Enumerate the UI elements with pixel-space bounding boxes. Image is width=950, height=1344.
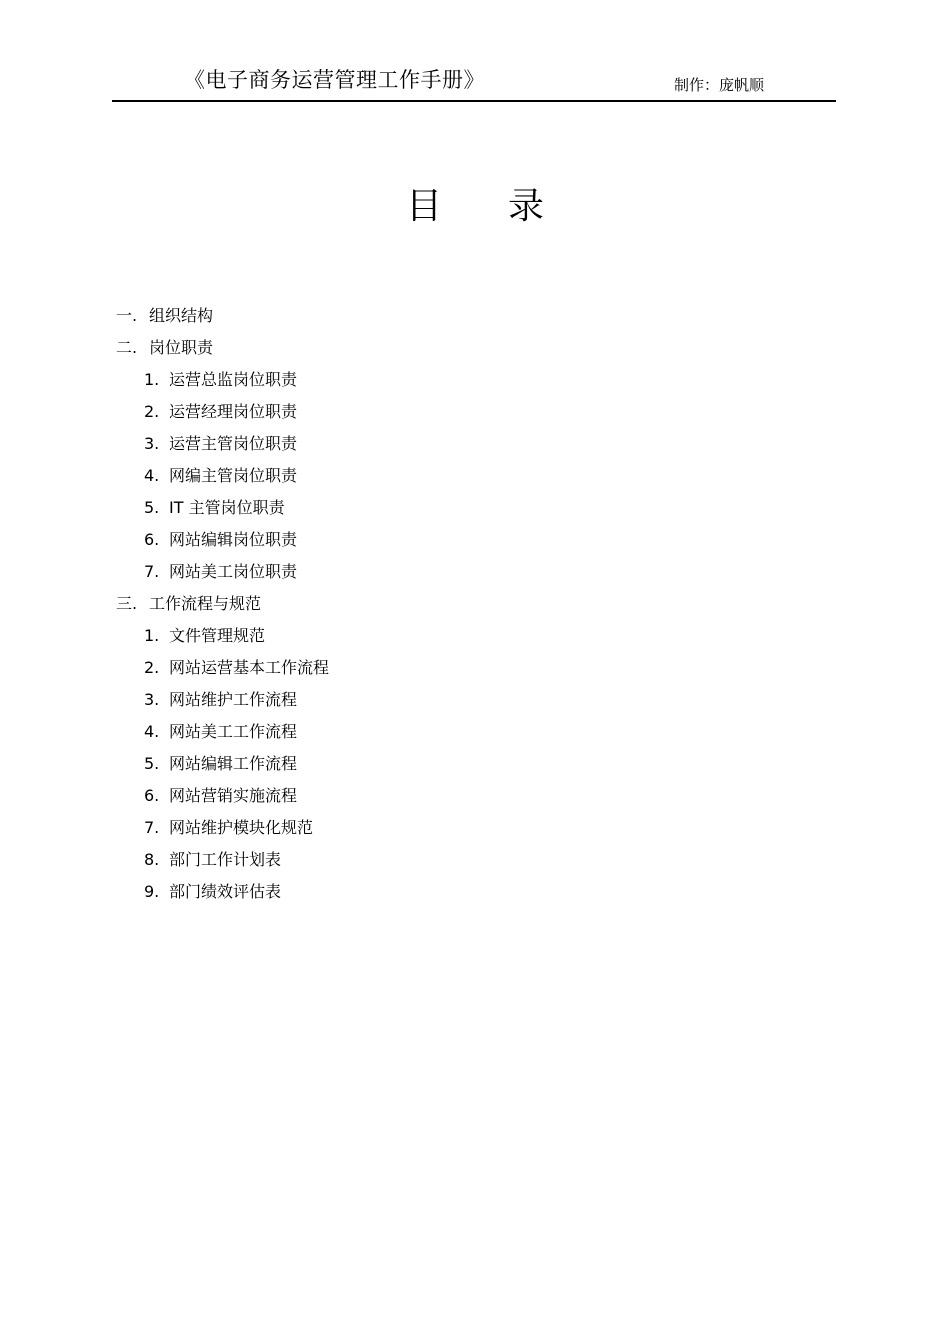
toc-item-label: 网编主管岗位职责 (169, 466, 298, 485)
toc-item-number: 三. (116, 594, 138, 613)
toc-item-number: 3. (144, 434, 160, 453)
toc-subitem[interactable] (112, 880, 329, 912)
document-title: 《电子商务运营管理工作手册》 (184, 68, 485, 92)
toc-item-number: 3. (144, 690, 160, 709)
toc-item-number: 6. (144, 530, 160, 549)
toc-item-label: 工作流程与规范 (149, 594, 262, 613)
toc-subitem[interactable] (112, 528, 329, 560)
toc-subitem[interactable] (112, 656, 329, 688)
toc-item-label: 网站美工工作流程 (169, 722, 298, 741)
toc-item[interactable] (112, 592, 329, 624)
toc-item-label: 运营总监岗位职责 (169, 370, 298, 389)
toc-subitem[interactable] (112, 560, 329, 592)
toc-item-number: 2. (144, 658, 160, 677)
toc-subitem[interactable] (112, 464, 329, 496)
toc-item-label: 网站维护模块化规范 (169, 818, 314, 837)
toc-item-number: 5. (144, 498, 160, 517)
toc-subitem[interactable] (112, 688, 329, 720)
toc-item-label: 网站运营基本工作流程 (169, 658, 330, 677)
toc-subitem[interactable] (112, 400, 329, 432)
toc-item-number: 二. (116, 338, 138, 357)
toc-item-label: 部门工作计划表 (169, 850, 282, 869)
toc-item-number: 7. (144, 562, 160, 581)
toc-subitem[interactable] (112, 848, 329, 880)
page-header (112, 60, 836, 102)
toc-item-label: 网站编辑岗位职责 (169, 530, 298, 549)
document-author: 制作：庞帆顺 (673, 76, 764, 94)
toc-item[interactable] (112, 336, 329, 368)
toc-subitem[interactable] (112, 368, 329, 400)
toc-item-label: 网站维护工作流程 (169, 690, 298, 709)
toc-subitem[interactable] (112, 720, 329, 752)
toc-item-number: 9. (144, 882, 160, 901)
toc-subitem[interactable] (112, 816, 329, 848)
toc-item-number: 1. (144, 370, 160, 389)
toc-item-number: 2. (144, 402, 160, 421)
toc-item-number: 一. (116, 306, 138, 325)
toc-item[interactable] (112, 304, 329, 336)
toc-item-label: 网站营销实施流程 (169, 786, 298, 805)
toc-item-number: 1. (144, 626, 160, 645)
toc-item-label: IT 主管岗位职责 (169, 498, 285, 517)
toc-item-number: 6. (144, 786, 160, 805)
toc-subitem[interactable] (112, 784, 329, 816)
toc-subitem[interactable] (112, 496, 329, 528)
toc-item-label: 文件管理规范 (169, 626, 266, 645)
toc-item-label: 部门绩效评估表 (169, 882, 282, 901)
toc-item-number: 7. (144, 818, 160, 837)
toc-item-label: 运营主管岗位职责 (169, 434, 298, 453)
toc-subitem[interactable] (112, 432, 329, 464)
toc-subitem[interactable] (112, 624, 329, 656)
toc-subitem[interactable] (112, 752, 329, 784)
toc-item-label: 组织结构 (149, 306, 214, 325)
toc-heading: 目录 (405, 186, 610, 227)
toc-item-label: 运营经理岗位职责 (169, 402, 298, 421)
toc-item-number: 4. (144, 722, 160, 741)
toc-item-number: 4. (144, 466, 160, 485)
toc-item-label: 网站编辑工作流程 (169, 754, 298, 773)
table-of-contents (112, 304, 329, 912)
toc-item-number: 5. (144, 754, 160, 773)
toc-item-label: 网站美工岗位职责 (169, 562, 298, 581)
toc-item-number: 8. (144, 850, 160, 869)
toc-item-label: 岗位职责 (149, 338, 214, 357)
